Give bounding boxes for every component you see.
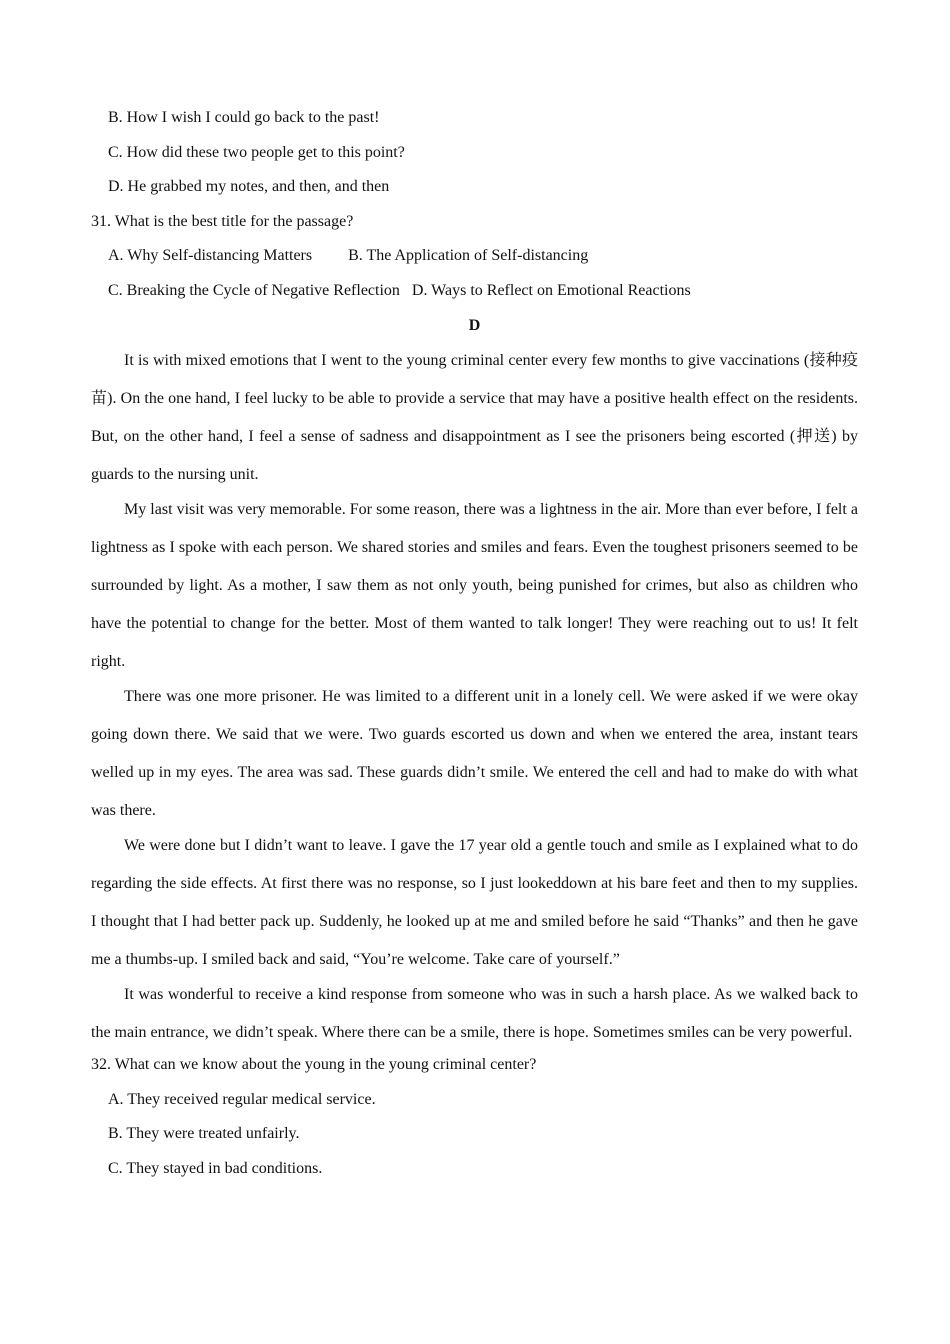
passage-paragraph-4: We were done but I didn’t want to leave. I gave the 17 year old a gentle touch and smile as I explained what to do regarding the side effects. At first there was no response, so I just lookeddown at his bare feet and then to my supplies. I thought that I had better pack up. Suddenly, he looked up at me and smiled before he said “Thanks” and then he gave me a thumbs-up. I smiled back and said, “You’re welcome. Take care of yourself.” [91, 837, 858, 968]
passage-paragraph-5: It was wonderful to receive a kind response from someone who was in such a harsh place. As we walked back to the main entrance, we didn’t speak. Where there can be a smile, there is hope. Sometimes smiles can be very powerful. [91, 986, 858, 1041]
q31-option-d: D. Ways to Reflect on Emotional Reactions [411, 281, 691, 299]
q31-options-row-1 [91, 239, 858, 274]
q31-option-c: C. Breaking the Cycle of Negative Reflection [108, 281, 400, 299]
q32-option-a: A. They received regular medical service. [108, 1090, 376, 1108]
q31-option-a: A. Why Self-distancing Matters [108, 247, 313, 264]
passage-paragraph-2: My last visit was very memorable. For some reason, there was a lightness in the air. More than ever before, I felt a lightness as I spoke with each person. We shared stories and smiles and fears. Even the toughest prisoners seemed to be surrounded by light. As a mother, I saw them as not only youth, being punished for crimes, but also as children who have the potential to change for the better. Most of them wanted to talk longer! They were reaching out to us! It felt right. [91, 501, 858, 670]
passage-paragraph-1: It is with mixed emotions that I went to the young criminal center every few months to give vaccinations (接种疫苗). On the one hand, I feel lucky to be able to provide a service that may have a positive health effect on the residents. But, on the other hand, I feel a sense of sadness and disappointment as I see the prisoners being escorted (押送) by guards to the nursing unit. [91, 352, 859, 483]
page-content [91, 101, 858, 1186]
q30-option-c: C. How did these two people get to this point? [108, 143, 405, 161]
q32-option-b: B. They were treated unfairly. [108, 1125, 300, 1142]
q31-stem: 31. What is the best title for the passage? [91, 212, 354, 230]
q30-option-b: B. How I wish I could go back to the past! [108, 109, 380, 126]
q32-option-c: C. They stayed in bad conditions. [108, 1159, 323, 1177]
passage-paragraph-3: There was one more prisoner. He was limited to a different unit in a lonely cell. We were asked if we were okay going down there. We said that we were. Two guards escorted us down and when we entered the area, instant tears welled up in my eyes. The area was sad. These guards didn’t smile. We entered the cell and had to make do with what was there. [91, 688, 858, 819]
q32-stem: 32. What can we know about the young in the young criminal center? [91, 1056, 537, 1073]
q30-option-d: D. He grabbed my notes, and then, and then [108, 178, 390, 195]
q31-options-row-2 [91, 274, 858, 309]
q31-option-b: B. The Application of Self-distancing [348, 247, 589, 264]
section-heading: D [468, 317, 481, 334]
